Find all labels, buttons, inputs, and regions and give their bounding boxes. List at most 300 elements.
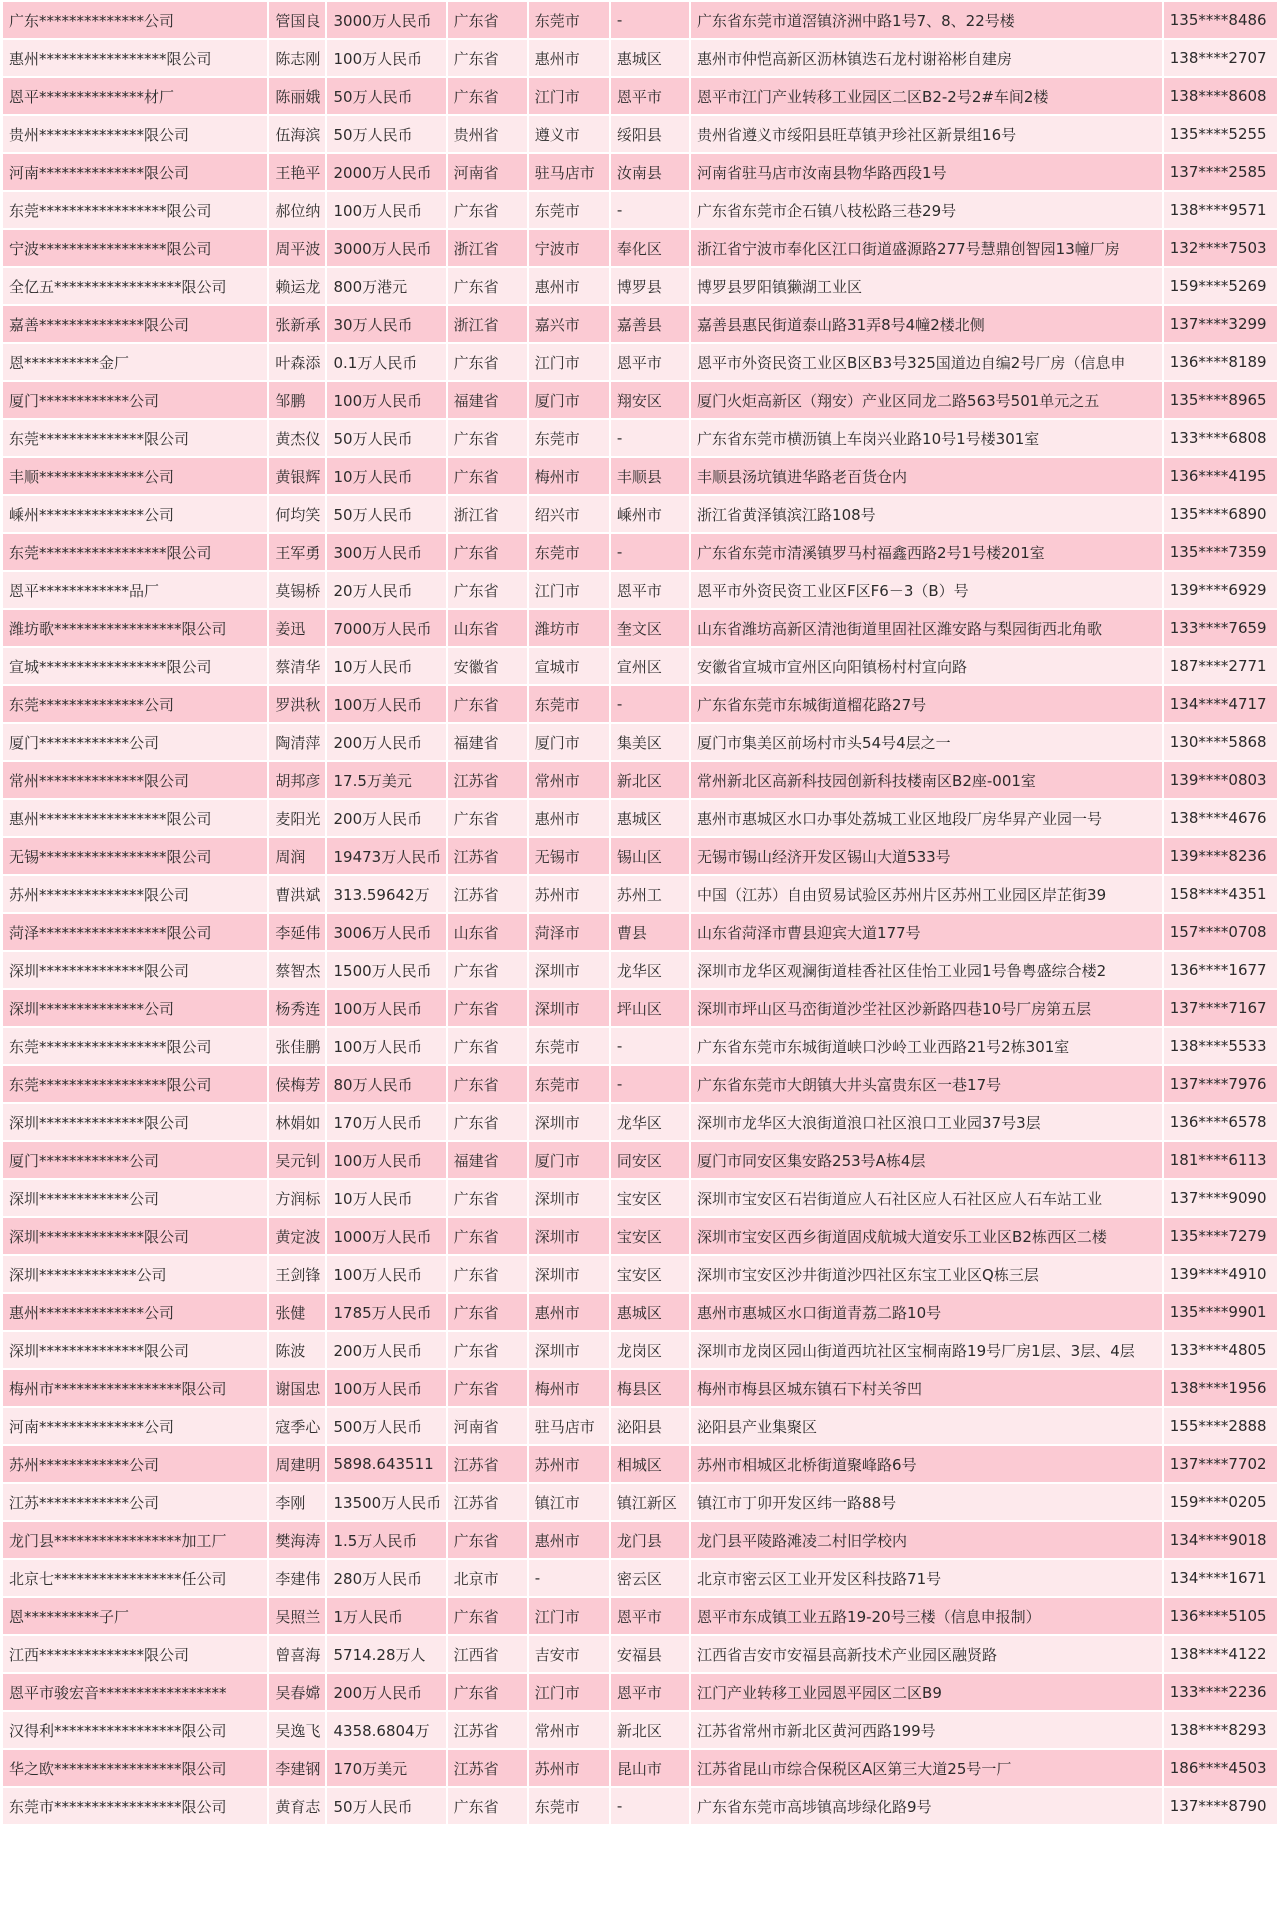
city-cell: 潍坊市 bbox=[529, 610, 609, 646]
address-cell: 深圳市龙岗区园山街道西坑社区宝桐南路19号厂房1层、3层、4层 bbox=[691, 1332, 1162, 1368]
legal-person-cell: 侯梅芳 bbox=[269, 1066, 325, 1102]
legal-person-cell: 蔡清华 bbox=[269, 648, 325, 684]
company-name-cell: 苏州**************限公司 bbox=[3, 876, 267, 912]
phone-cell: 137****2585 bbox=[1164, 154, 1277, 190]
district-cell: 同安区 bbox=[611, 1142, 689, 1178]
district-cell: 丰顺县 bbox=[611, 458, 689, 494]
company-name-cell: 汉得利*****************限公司 bbox=[3, 1712, 267, 1748]
phone-cell: 159****0205 bbox=[1164, 1484, 1277, 1520]
company-name-cell: 恩**********金厂 bbox=[3, 344, 267, 380]
legal-person-cell: 曹洪斌 bbox=[269, 876, 325, 912]
city-cell: 常州市 bbox=[529, 1712, 609, 1748]
phone-cell: 135****5255 bbox=[1164, 116, 1277, 152]
city-cell: 菏泽市 bbox=[529, 914, 609, 950]
address-cell: 深圳市宝安区西乡街道固戍航城大道安乐工业区B2栋西区二楼 bbox=[691, 1218, 1162, 1254]
company-name-cell: 龙门县*****************加工厂 bbox=[3, 1522, 267, 1558]
legal-person-cell: 黄银辉 bbox=[269, 458, 325, 494]
district-cell: 龙岗区 bbox=[611, 1332, 689, 1368]
address-cell: 嘉善县惠民街道泰山路31弄8号4幢2楼北侧 bbox=[691, 306, 1162, 342]
table-row bbox=[3, 724, 1277, 760]
district-cell: 苏州工 bbox=[611, 876, 689, 912]
registered-capital-cell: 13500万人民币 bbox=[327, 1484, 445, 1520]
company-name-cell: 惠州**************公司 bbox=[3, 1294, 267, 1330]
district-cell: 龙华区 bbox=[611, 1104, 689, 1140]
registered-capital-cell: 200万人民币 bbox=[327, 1674, 445, 1710]
company-name-cell: 东莞**************公司 bbox=[3, 686, 267, 722]
company-name-cell: 恩平**************材厂 bbox=[3, 78, 267, 114]
address-cell: 广东省东莞市东城街道榴花路27号 bbox=[691, 686, 1162, 722]
table-row bbox=[3, 496, 1277, 532]
company-name-cell: 宣城*****************限公司 bbox=[3, 648, 267, 684]
table-row bbox=[3, 154, 1277, 190]
table-row bbox=[3, 40, 1277, 76]
province-cell: 安徽省 bbox=[448, 648, 527, 684]
district-cell: 恩平市 bbox=[611, 78, 689, 114]
phone-cell: 137****7702 bbox=[1164, 1446, 1277, 1482]
province-cell: 广东省 bbox=[448, 800, 527, 836]
registered-capital-cell: 50万人民币 bbox=[327, 78, 445, 114]
address-cell: 北京市密云区工业开发区科技路71号 bbox=[691, 1560, 1162, 1596]
city-cell: 深圳市 bbox=[529, 1104, 609, 1140]
city-cell: 嘉兴市 bbox=[529, 306, 609, 342]
phone-cell: 136****1677 bbox=[1164, 952, 1277, 988]
table-row bbox=[3, 116, 1277, 152]
phone-cell: 139****6929 bbox=[1164, 572, 1277, 608]
legal-person-cell: 樊海涛 bbox=[269, 1522, 325, 1558]
registered-capital-cell: 800万港元 bbox=[327, 268, 445, 304]
registered-capital-cell: 100万人民币 bbox=[327, 1142, 445, 1178]
district-cell: 集美区 bbox=[611, 724, 689, 760]
phone-cell: 135****7279 bbox=[1164, 1218, 1277, 1254]
province-cell: 广东省 bbox=[448, 1066, 527, 1102]
address-cell: 常州新北区高新科技园创新科技楼南区B2座-001室 bbox=[691, 762, 1162, 798]
registered-capital-cell: 50万人民币 bbox=[327, 496, 445, 532]
province-cell: 贵州省 bbox=[448, 116, 527, 152]
company-name-cell: 全亿五*****************限公司 bbox=[3, 268, 267, 304]
city-cell: 惠州市 bbox=[529, 1294, 609, 1330]
legal-person-cell: 邹鹏 bbox=[269, 382, 325, 418]
registered-capital-cell: 200万人民币 bbox=[327, 724, 445, 760]
province-cell: 广东省 bbox=[448, 990, 527, 1026]
registered-capital-cell: 100万人民币 bbox=[327, 1370, 445, 1406]
company-name-cell: 宁波*****************限公司 bbox=[3, 230, 267, 266]
city-cell: 梅州市 bbox=[529, 458, 609, 494]
city-cell: 梅州市 bbox=[529, 1370, 609, 1406]
table-row bbox=[3, 1636, 1277, 1672]
table-row bbox=[3, 1750, 1277, 1786]
district-cell: 曹县 bbox=[611, 914, 689, 950]
legal-person-cell: 姜迅 bbox=[269, 610, 325, 646]
table-row bbox=[3, 1028, 1277, 1064]
company-name-cell: 北京七*****************任公司 bbox=[3, 1560, 267, 1596]
table-row bbox=[3, 230, 1277, 266]
district-cell: 宣州区 bbox=[611, 648, 689, 684]
city-cell: 江门市 bbox=[529, 344, 609, 380]
address-cell: 浙江省黄泽镇滨江路108号 bbox=[691, 496, 1162, 532]
district-cell: 奉化区 bbox=[611, 230, 689, 266]
phone-cell: 159****5269 bbox=[1164, 268, 1277, 304]
address-cell: 广东省东莞市道滘镇济洲中路1号7、8、22号楼 bbox=[691, 2, 1162, 38]
address-cell: 江西省吉安市安福县高新技术产业园区融贤路 bbox=[691, 1636, 1162, 1672]
registered-capital-cell: 10万人民币 bbox=[327, 1180, 445, 1216]
city-cell: 惠州市 bbox=[529, 268, 609, 304]
registered-capital-cell: 0.1万人民币 bbox=[327, 344, 445, 380]
address-cell: 山东省潍坊高新区清池街道里固社区潍安路与梨园街西北角歌 bbox=[691, 610, 1162, 646]
district-cell: 恩平市 bbox=[611, 344, 689, 380]
legal-person-cell: 周建明 bbox=[269, 1446, 325, 1482]
phone-cell: 133****2236 bbox=[1164, 1674, 1277, 1710]
company-name-cell: 梅州市*****************限公司 bbox=[3, 1370, 267, 1406]
address-cell: 厦门火炬高新区（翔安）产业区同龙二路563号501单元之五 bbox=[691, 382, 1162, 418]
address-cell: 广东省东莞市东城街道峡口沙岭工业西路21号2栋301室 bbox=[691, 1028, 1162, 1064]
table-row bbox=[3, 572, 1277, 608]
address-cell: 恩平市外资民资工业区B区B3号325国道边自编2号厂房（信息申 bbox=[691, 344, 1162, 380]
city-cell: 深圳市 bbox=[529, 1218, 609, 1254]
province-cell: 广东省 bbox=[448, 1104, 527, 1140]
legal-person-cell: 吴元钊 bbox=[269, 1142, 325, 1178]
table-row bbox=[3, 534, 1277, 570]
phone-cell: 137****9090 bbox=[1164, 1180, 1277, 1216]
province-cell: 江苏省 bbox=[448, 762, 527, 798]
registered-capital-cell: 313.59642万 bbox=[327, 876, 445, 912]
company-name-cell: 潍坊歌*****************限公司 bbox=[3, 610, 267, 646]
city-cell: 苏州市 bbox=[529, 1750, 609, 1786]
table-row bbox=[3, 344, 1277, 380]
address-cell: 苏州市相城区北桥街道聚峰路6号 bbox=[691, 1446, 1162, 1482]
company-name-cell: 惠州*****************限公司 bbox=[3, 800, 267, 836]
table-row bbox=[3, 610, 1277, 646]
address-cell: 厦门市集美区前场村市头54号4层之一 bbox=[691, 724, 1162, 760]
table-row bbox=[3, 1256, 1277, 1292]
legal-person-cell: 陈丽娥 bbox=[269, 78, 325, 114]
registered-capital-cell: 100万人民币 bbox=[327, 1028, 445, 1064]
city-cell: 江门市 bbox=[529, 1598, 609, 1634]
address-cell: 中国（江苏）自由贸易试验区苏州片区苏州工业园区岸芷街39 bbox=[691, 876, 1162, 912]
district-cell: 安福县 bbox=[611, 1636, 689, 1672]
province-cell: 福建省 bbox=[448, 1142, 527, 1178]
address-cell: 惠州市惠城区水口办事处荔城工业区地段厂房华昇产业园一号 bbox=[691, 800, 1162, 836]
legal-person-cell: 赖运龙 bbox=[269, 268, 325, 304]
legal-person-cell: 黄育志 bbox=[269, 1788, 325, 1824]
city-cell: 常州市 bbox=[529, 762, 609, 798]
city-cell: 东莞市 bbox=[529, 192, 609, 228]
province-cell: 江苏省 bbox=[448, 1446, 527, 1482]
registered-capital-cell: 50万人民币 bbox=[327, 116, 445, 152]
company-name-cell: 嵊州**************公司 bbox=[3, 496, 267, 532]
city-cell: 深圳市 bbox=[529, 1256, 609, 1292]
city-cell: - bbox=[529, 1560, 609, 1596]
district-cell: 坪山区 bbox=[611, 990, 689, 1026]
city-cell: 吉安市 bbox=[529, 1636, 609, 1672]
city-cell: 无锡市 bbox=[529, 838, 609, 874]
table-body bbox=[3, 2, 1277, 1824]
address-cell: 惠州市惠城区水口街道青荔二路10号 bbox=[691, 1294, 1162, 1330]
city-cell: 东莞市 bbox=[529, 1788, 609, 1824]
legal-person-cell: 周平波 bbox=[269, 230, 325, 266]
province-cell: 广东省 bbox=[448, 1180, 527, 1216]
company-name-cell: 深圳**************限公司 bbox=[3, 1104, 267, 1140]
province-cell: 广东省 bbox=[448, 1522, 527, 1558]
company-name-cell: 东莞**************限公司 bbox=[3, 420, 267, 456]
company-name-cell: 东莞市*****************限公司 bbox=[3, 1788, 267, 1824]
city-cell: 镇江市 bbox=[529, 1484, 609, 1520]
province-cell: 广东省 bbox=[448, 420, 527, 456]
province-cell: 广东省 bbox=[448, 952, 527, 988]
phone-cell: 136****6578 bbox=[1164, 1104, 1277, 1140]
phone-cell: 132****7503 bbox=[1164, 230, 1277, 266]
city-cell: 东莞市 bbox=[529, 2, 609, 38]
company-name-cell: 东莞*****************限公司 bbox=[3, 192, 267, 228]
phone-cell: 135****9901 bbox=[1164, 1294, 1277, 1330]
phone-cell: 136****5105 bbox=[1164, 1598, 1277, 1634]
province-cell: 广东省 bbox=[448, 572, 527, 608]
company-name-cell: 贵州**************限公司 bbox=[3, 116, 267, 152]
registered-capital-cell: 200万人民币 bbox=[327, 1332, 445, 1368]
registered-capital-cell: 1万人民币 bbox=[327, 1598, 445, 1634]
legal-person-cell: 莫锡桥 bbox=[269, 572, 325, 608]
registered-capital-cell: 280万人民币 bbox=[327, 1560, 445, 1596]
phone-cell: 130****5868 bbox=[1164, 724, 1277, 760]
legal-person-cell: 罗洪秋 bbox=[269, 686, 325, 722]
city-cell: 深圳市 bbox=[529, 990, 609, 1026]
company-name-cell: 嘉善**************限公司 bbox=[3, 306, 267, 342]
phone-cell: 136****4195 bbox=[1164, 458, 1277, 494]
district-cell: 绥阳县 bbox=[611, 116, 689, 152]
registered-capital-cell: 200万人民币 bbox=[327, 800, 445, 836]
registered-capital-cell: 100万人民币 bbox=[327, 1256, 445, 1292]
city-cell: 苏州市 bbox=[529, 876, 609, 912]
phone-cell: 138****2707 bbox=[1164, 40, 1277, 76]
address-cell: 山东省菏泽市曹县迎宾大道177号 bbox=[691, 914, 1162, 950]
registered-capital-cell: 2000万人民币 bbox=[327, 154, 445, 190]
address-cell: 厦门市同安区集安路253号A栋4层 bbox=[691, 1142, 1162, 1178]
phone-cell: 137****7167 bbox=[1164, 990, 1277, 1026]
legal-person-cell: 李建钢 bbox=[269, 1750, 325, 1786]
table-row bbox=[3, 990, 1277, 1026]
company-name-cell: 江西**************限公司 bbox=[3, 1636, 267, 1672]
province-cell: 山东省 bbox=[448, 610, 527, 646]
legal-person-cell: 吴照兰 bbox=[269, 1598, 325, 1634]
address-cell: 梅州市梅县区城东镇石下村关爷凹 bbox=[691, 1370, 1162, 1406]
phone-cell: 155****2888 bbox=[1164, 1408, 1277, 1444]
address-cell: 江门产业转移工业园恩平园区二区B9 bbox=[691, 1674, 1162, 1710]
registered-capital-cell: 3000万人民币 bbox=[327, 2, 445, 38]
province-cell: 江苏省 bbox=[448, 1750, 527, 1786]
address-cell: 深圳市龙华区观澜街道桂香社区佳怡工业园1号鲁粤盛综合楼2 bbox=[691, 952, 1162, 988]
district-cell: 镇江新区 bbox=[611, 1484, 689, 1520]
city-cell: 东莞市 bbox=[529, 1066, 609, 1102]
registered-capital-cell: 1500万人民币 bbox=[327, 952, 445, 988]
table-row bbox=[3, 1598, 1277, 1634]
table-row bbox=[3, 1446, 1277, 1482]
city-cell: 苏州市 bbox=[529, 1446, 609, 1482]
company-name-cell: 菏泽*****************限公司 bbox=[3, 914, 267, 950]
district-cell: 嵊州市 bbox=[611, 496, 689, 532]
registered-capital-cell: 20万人民币 bbox=[327, 572, 445, 608]
company-name-cell: 深圳*************公司 bbox=[3, 1256, 267, 1292]
phone-cell: 135****7359 bbox=[1164, 534, 1277, 570]
table-row bbox=[3, 192, 1277, 228]
company-name-cell: 东莞*****************限公司 bbox=[3, 1028, 267, 1064]
legal-person-cell: 陶清萍 bbox=[269, 724, 325, 760]
registered-capital-cell: 1000万人民币 bbox=[327, 1218, 445, 1254]
city-cell: 东莞市 bbox=[529, 686, 609, 722]
legal-person-cell: 何均笑 bbox=[269, 496, 325, 532]
district-cell: - bbox=[611, 2, 689, 38]
address-cell: 贵州省遵义市绥阳县旺草镇尹珍社区新景组16号 bbox=[691, 116, 1162, 152]
legal-person-cell: 陈波 bbox=[269, 1332, 325, 1368]
legal-person-cell: 林娟如 bbox=[269, 1104, 325, 1140]
registered-capital-cell: 19473万人民币 bbox=[327, 838, 445, 874]
province-cell: 江苏省 bbox=[448, 876, 527, 912]
table-row bbox=[3, 914, 1277, 950]
address-cell: 河南省驻马店市汝南县物华路西段1号 bbox=[691, 154, 1162, 190]
city-cell: 东莞市 bbox=[529, 420, 609, 456]
registered-capital-cell: 7000万人民币 bbox=[327, 610, 445, 646]
province-cell: 江西省 bbox=[448, 1636, 527, 1672]
city-cell: 宣城市 bbox=[529, 648, 609, 684]
legal-person-cell: 曾喜海 bbox=[269, 1636, 325, 1672]
registered-capital-cell: 170万美元 bbox=[327, 1750, 445, 1786]
district-cell: - bbox=[611, 534, 689, 570]
province-cell: 河南省 bbox=[448, 154, 527, 190]
city-cell: 宁波市 bbox=[529, 230, 609, 266]
company-name-cell: 恩平************品厂 bbox=[3, 572, 267, 608]
company-name-cell: 深圳**************限公司 bbox=[3, 1218, 267, 1254]
legal-person-cell: 方润标 bbox=[269, 1180, 325, 1216]
district-cell: 恩平市 bbox=[611, 1674, 689, 1710]
address-cell: 龙门县平陵路滩凌二村旧学校内 bbox=[691, 1522, 1162, 1558]
registered-capital-cell: 100万人民币 bbox=[327, 382, 445, 418]
company-name-cell: 深圳**************限公司 bbox=[3, 1332, 267, 1368]
district-cell: - bbox=[611, 686, 689, 722]
district-cell: 宝安区 bbox=[611, 1218, 689, 1254]
legal-person-cell: 蔡智杰 bbox=[269, 952, 325, 988]
table-row bbox=[3, 762, 1277, 798]
registered-capital-cell: 100万人民币 bbox=[327, 40, 445, 76]
district-cell: 密云区 bbox=[611, 1560, 689, 1596]
phone-cell: 181****6113 bbox=[1164, 1142, 1277, 1178]
table-row bbox=[3, 78, 1277, 114]
table-row bbox=[3, 800, 1277, 836]
phone-cell: 135****6890 bbox=[1164, 496, 1277, 532]
city-cell: 江门市 bbox=[529, 572, 609, 608]
table-row bbox=[3, 458, 1277, 494]
legal-person-cell: 麦阳光 bbox=[269, 800, 325, 836]
province-cell: 广东省 bbox=[448, 1598, 527, 1634]
registered-capital-cell: 500万人民币 bbox=[327, 1408, 445, 1444]
company-name-cell: 东莞*****************限公司 bbox=[3, 1066, 267, 1102]
district-cell: 恩平市 bbox=[611, 572, 689, 608]
table-row bbox=[3, 952, 1277, 988]
address-cell: 广东省东莞市大朗镇大井头富贵东区一巷17号 bbox=[691, 1066, 1162, 1102]
registered-capital-cell: 1785万人民币 bbox=[327, 1294, 445, 1330]
address-cell: 广东省东莞市清溪镇罗马村福鑫西路2号1号楼201室 bbox=[691, 534, 1162, 570]
company-name-cell: 厦门************公司 bbox=[3, 1142, 267, 1178]
table-row bbox=[3, 382, 1277, 418]
district-cell: - bbox=[611, 1788, 689, 1824]
address-cell: 广东省东莞市企石镇八枝松路三巷29号 bbox=[691, 192, 1162, 228]
province-cell: 广东省 bbox=[448, 458, 527, 494]
address-cell: 恩平市江门产业转移工业园区二区B2-2号2#车间2楼 bbox=[691, 78, 1162, 114]
phone-cell: 134****4717 bbox=[1164, 686, 1277, 722]
district-cell: 博罗县 bbox=[611, 268, 689, 304]
legal-person-cell: 李建伟 bbox=[269, 1560, 325, 1596]
district-cell: 嘉善县 bbox=[611, 306, 689, 342]
table-row bbox=[3, 838, 1277, 874]
table-row bbox=[3, 268, 1277, 304]
district-cell: - bbox=[611, 420, 689, 456]
company-name-cell: 华之欧*****************限公司 bbox=[3, 1750, 267, 1786]
phone-cell: 133****4805 bbox=[1164, 1332, 1277, 1368]
address-cell: 江苏省常州市新北区黄河西路199号 bbox=[691, 1712, 1162, 1748]
address-cell: 镇江市丁卯开发区纬一路88号 bbox=[691, 1484, 1162, 1520]
table-row bbox=[3, 1218, 1277, 1254]
province-cell: 广东省 bbox=[448, 192, 527, 228]
phone-cell: 138****4122 bbox=[1164, 1636, 1277, 1672]
table-row bbox=[3, 1180, 1277, 1216]
company-name-cell: 丰顺**************公司 bbox=[3, 458, 267, 494]
province-cell: 广东省 bbox=[448, 1256, 527, 1292]
phone-cell: 139****4910 bbox=[1164, 1256, 1277, 1292]
phone-cell: 137****3299 bbox=[1164, 306, 1277, 342]
table-row bbox=[3, 1522, 1277, 1558]
province-cell: 广东省 bbox=[448, 40, 527, 76]
province-cell: 广东省 bbox=[448, 1294, 527, 1330]
district-cell: 龙门县 bbox=[611, 1522, 689, 1558]
city-cell: 遵义市 bbox=[529, 116, 609, 152]
legal-person-cell: 叶森添 bbox=[269, 344, 325, 380]
address-cell: 广东省东莞市横沥镇上车岗兴业路10号1号楼301室 bbox=[691, 420, 1162, 456]
registered-capital-cell: 3000万人民币 bbox=[327, 230, 445, 266]
legal-person-cell: 黄杰仪 bbox=[269, 420, 325, 456]
city-cell: 厦门市 bbox=[529, 1142, 609, 1178]
registered-capital-cell: 5898.643511 bbox=[327, 1446, 445, 1482]
city-cell: 厦门市 bbox=[529, 382, 609, 418]
city-cell: 深圳市 bbox=[529, 952, 609, 988]
table-row bbox=[3, 1674, 1277, 1710]
district-cell: 翔安区 bbox=[611, 382, 689, 418]
address-cell: 恩平市东成镇工业五路19-20号三楼（信息申报制） bbox=[691, 1598, 1162, 1634]
phone-cell: 186****4503 bbox=[1164, 1750, 1277, 1786]
city-cell: 惠州市 bbox=[529, 800, 609, 836]
phone-cell: 135****8965 bbox=[1164, 382, 1277, 418]
table-row bbox=[3, 2, 1277, 38]
city-cell: 东莞市 bbox=[529, 1028, 609, 1064]
district-cell: 奎文区 bbox=[611, 610, 689, 646]
province-cell: 江苏省 bbox=[448, 1712, 527, 1748]
legal-person-cell: 张健 bbox=[269, 1294, 325, 1330]
company-name-cell: 东莞*****************限公司 bbox=[3, 534, 267, 570]
company-name-cell: 江苏************公司 bbox=[3, 1484, 267, 1520]
company-name-cell: 常州**************限公司 bbox=[3, 762, 267, 798]
province-cell: 广东省 bbox=[448, 78, 527, 114]
city-cell: 惠州市 bbox=[529, 40, 609, 76]
legal-person-cell: 谢国忠 bbox=[269, 1370, 325, 1406]
province-cell: 浙江省 bbox=[448, 230, 527, 266]
district-cell: - bbox=[611, 192, 689, 228]
district-cell: 相城区 bbox=[611, 1446, 689, 1482]
phone-cell: 187****2771 bbox=[1164, 648, 1277, 684]
phone-cell: 158****4351 bbox=[1164, 876, 1277, 912]
province-cell: 广东省 bbox=[448, 1788, 527, 1824]
company-name-cell: 深圳**************公司 bbox=[3, 990, 267, 1026]
phone-cell: 134****9018 bbox=[1164, 1522, 1277, 1558]
table-row bbox=[3, 876, 1277, 912]
city-cell: 厦门市 bbox=[529, 724, 609, 760]
province-cell: 广东省 bbox=[448, 686, 527, 722]
address-cell: 江苏省昆山市综合保税区A区第三大道25号一厂 bbox=[691, 1750, 1162, 1786]
